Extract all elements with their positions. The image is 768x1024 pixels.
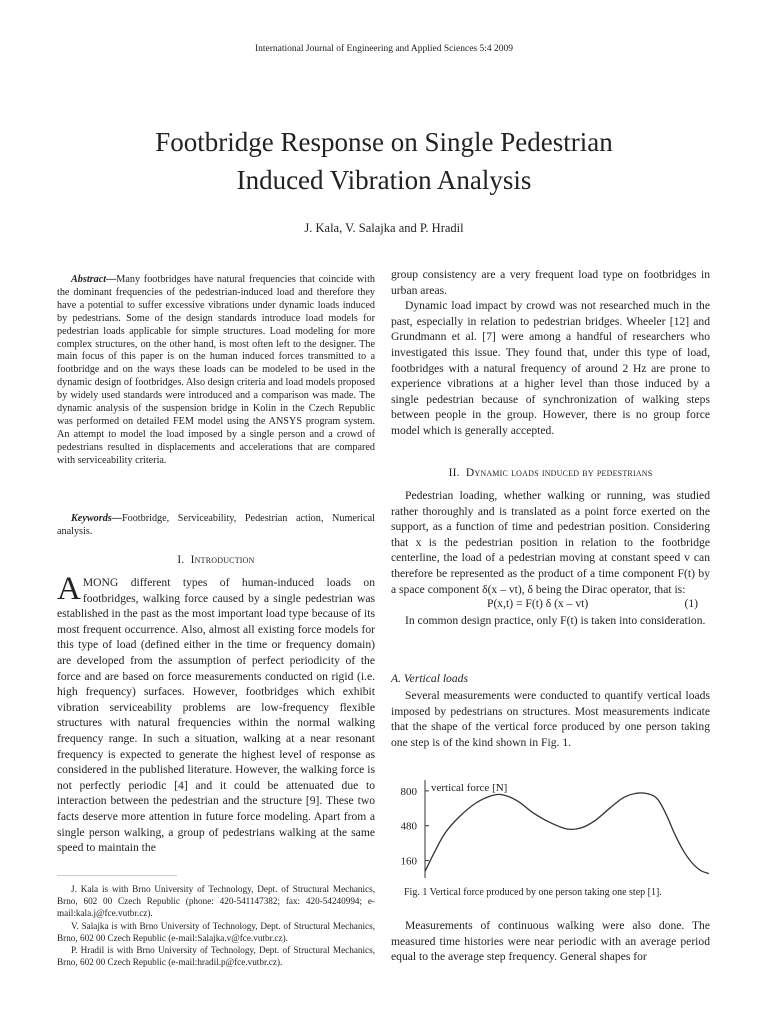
section-2-heading	[391, 467, 710, 479]
left-column	[57, 274, 375, 468]
keywords-label: Keywords	[71, 513, 112, 524]
right-paragraph-2: Dynamic load impact by crowd was not researched much in the past, especially in relation to pedestrian bridges. Wheeler [12] and Grundmann et al. [7] were among a handful of researchers who investigated this issue. They found that, under this type of load, footbridges with a natural frequency of around 2 Hz are prone to experience vibrations at a higher level than those induced by a single pedestrian because of synchronization of walking steps between people in the group. However, there is no group force model which is generally accepted.	[391, 299, 710, 437]
y-tick-label: 480	[400, 820, 417, 833]
subsection-title: A. Vertical loads	[391, 672, 468, 685]
y-tick-label: 160	[400, 855, 417, 868]
right-paragraph-4: In common design practice, only F(t) is taken into consideration.	[405, 614, 706, 628]
introduction-body	[57, 571, 375, 856]
equation-expression: P(x,t) = F(t) δ (x – vt)	[487, 597, 589, 611]
section-1-title: Introduction	[190, 554, 255, 566]
dropcap: A	[57, 571, 81, 607]
abstract	[57, 274, 375, 468]
paper-title	[60, 123, 708, 199]
footnote-2: V. Salajka is with Brno University of Technology, Dept. of Structural Mechanics, Brno, 602 00 Czech Republic (e-mail:Salajka.v@fce.vutbr.cz).	[57, 920, 375, 943]
y-tick-label: 800	[400, 785, 417, 798]
footnote-3: P. Hradil is with Brno University of Technology, Dept. of Structural Mechanics, Brno, 602 00 Czech Republic (e-mail:hradil.p@fce.vutbr.cz).	[57, 945, 375, 968]
section-1-numeral: I.	[177, 554, 185, 566]
subsection-a-body	[391, 688, 710, 750]
authors: J. Kala, V. Salajka and P. Hradil	[304, 221, 464, 235]
equation-1	[391, 597, 710, 613]
subsection-a	[391, 672, 710, 685]
abstract-dash: —	[106, 274, 117, 285]
figure-1-caption-block	[404, 887, 714, 898]
figure-1-chart	[391, 778, 710, 880]
keywords	[57, 513, 375, 539]
section-1-heading	[57, 554, 375, 566]
right-paragraph-1: group consistency are a very frequent load type on footbridges in urban areas.	[391, 268, 710, 297]
figure-1-caption: Fig. 1 Vertical force produced by one person taking one step [1].	[404, 887, 662, 898]
right-column	[391, 267, 710, 439]
equation-number: (1)	[684, 597, 698, 611]
intro-lead-word: MONG	[82, 576, 119, 589]
footnote-rule	[57, 875, 177, 876]
keywords-block	[57, 513, 375, 539]
title-line-1: Footbridge Response on Single Pedestrian	[155, 127, 613, 157]
keywords-text: Footbridge, Serviceability, Pedestrian action, Numerical analysis.	[57, 513, 375, 537]
right-paragraph-3: Pedestrian loading, whether walking or running, was studied rather thoroughly and is translated as a point force exerted on the support, as a function of time and pedestrian position. Considering that x is the pedestrian position in relation to the footbridge centerline, the load of a pedestrian moving at constant speed v can therefore be represented as the product of a time component F(t) by a space component δ(x – vt), δ being the Dirac operator, that is:	[391, 489, 710, 596]
keywords-dash: —	[111, 513, 122, 524]
introduction-paragraph	[57, 571, 375, 856]
journal-header: International Journal of Engineering and Applied Sciences 5:4 2009	[254, 44, 514, 54]
title-line-2: Induced Vibration Analysis	[236, 165, 532, 195]
section-2-body	[391, 488, 710, 629]
section-2-title: Dynamic loads induced by pedestrians	[465, 467, 653, 479]
abstract-text: Many footbridges have natural frequencies that coincide with the dominant frequencies of the pedestrian-induced load and therefore they have a potential to suffer excessive vibrations under dynamic loads induced by pedestrians. Some of the design standards introduce load models for pedestrian loads applicable for simple structures. Load modeling for more complex structures, on the other hand, is most often left to the designer. The main focus of this paper is on the human induced forces transmitted to a footbridge and on the ways these loads can be modeled to be used in the dynamic design of footbridges. Also design criteria and load models proposed by widely used standards were introduced and a comparison was made. The dynamic analysis of the suspension bridge in Kolin in the Czech Republic was performed on detailed FEM model using the ANSYS program system. An attempt to model the load imposed by a single person and a crowd of pedestrians resulted in displacements and accelerations that are compared with serviceability criteria.	[57, 274, 375, 466]
y-axis-label: vertical force [N]	[431, 782, 508, 794]
footnote-1: J. Kala is with Brno University of Technology, Dept. of Structural Mechanics, Brno, 602 00 Czech Republic (phone: 420-541147382; fax: 420-54240994; e-mail:kala.j@fce.vutbr.cz).	[57, 884, 375, 919]
introduction-text: different types of human-induced loads on footbridges, walking force caused by a single pedestrian was established in the past as the most important load type because of its most frequent occurrence. Also, almost all existing force models for this type of load (defined either in the time or frequency domain) are developed from the assumption of perfect periodicity of the force and are based on force measurements conducted on rigid (i.e. high frequency) surfaces. However, footbridges which exhibit vibration serviceability problems are low-frequency flexible structures with natural frequencies within the normal walking frequency range. In such a situation, walking at a near resonant frequency is expected to generate the highest level of response as considered in the published literature. However, the walking force is not perfectly periodic [4] and it could be attenuated due to interaction between the pedestrian and the structure [9]. These two facts deserve more attention in future force modeling. Apart from a single person walking, a group of pedestrians walking at the same speed to maintain the	[57, 576, 375, 855]
right-final-paragraph-block	[391, 918, 710, 965]
section-2-numeral: II.	[448, 467, 460, 479]
footnotes	[57, 883, 375, 968]
abstract-label: Abstract	[71, 274, 107, 285]
right-paragraph-6: Measurements of continuous walking were also done. The measured time histories were near periodic with an average period equal to the average step frequency. General shapes for	[391, 919, 710, 964]
right-paragraph-5: Several measurements were conducted to quantify vertical loads imposed by pedestrians on structures. Most measurements indicate that the shape of the vertical force produced by one person taking one step is of the kind shown in Fig. 1.	[391, 689, 710, 749]
force-curve	[425, 793, 709, 874]
